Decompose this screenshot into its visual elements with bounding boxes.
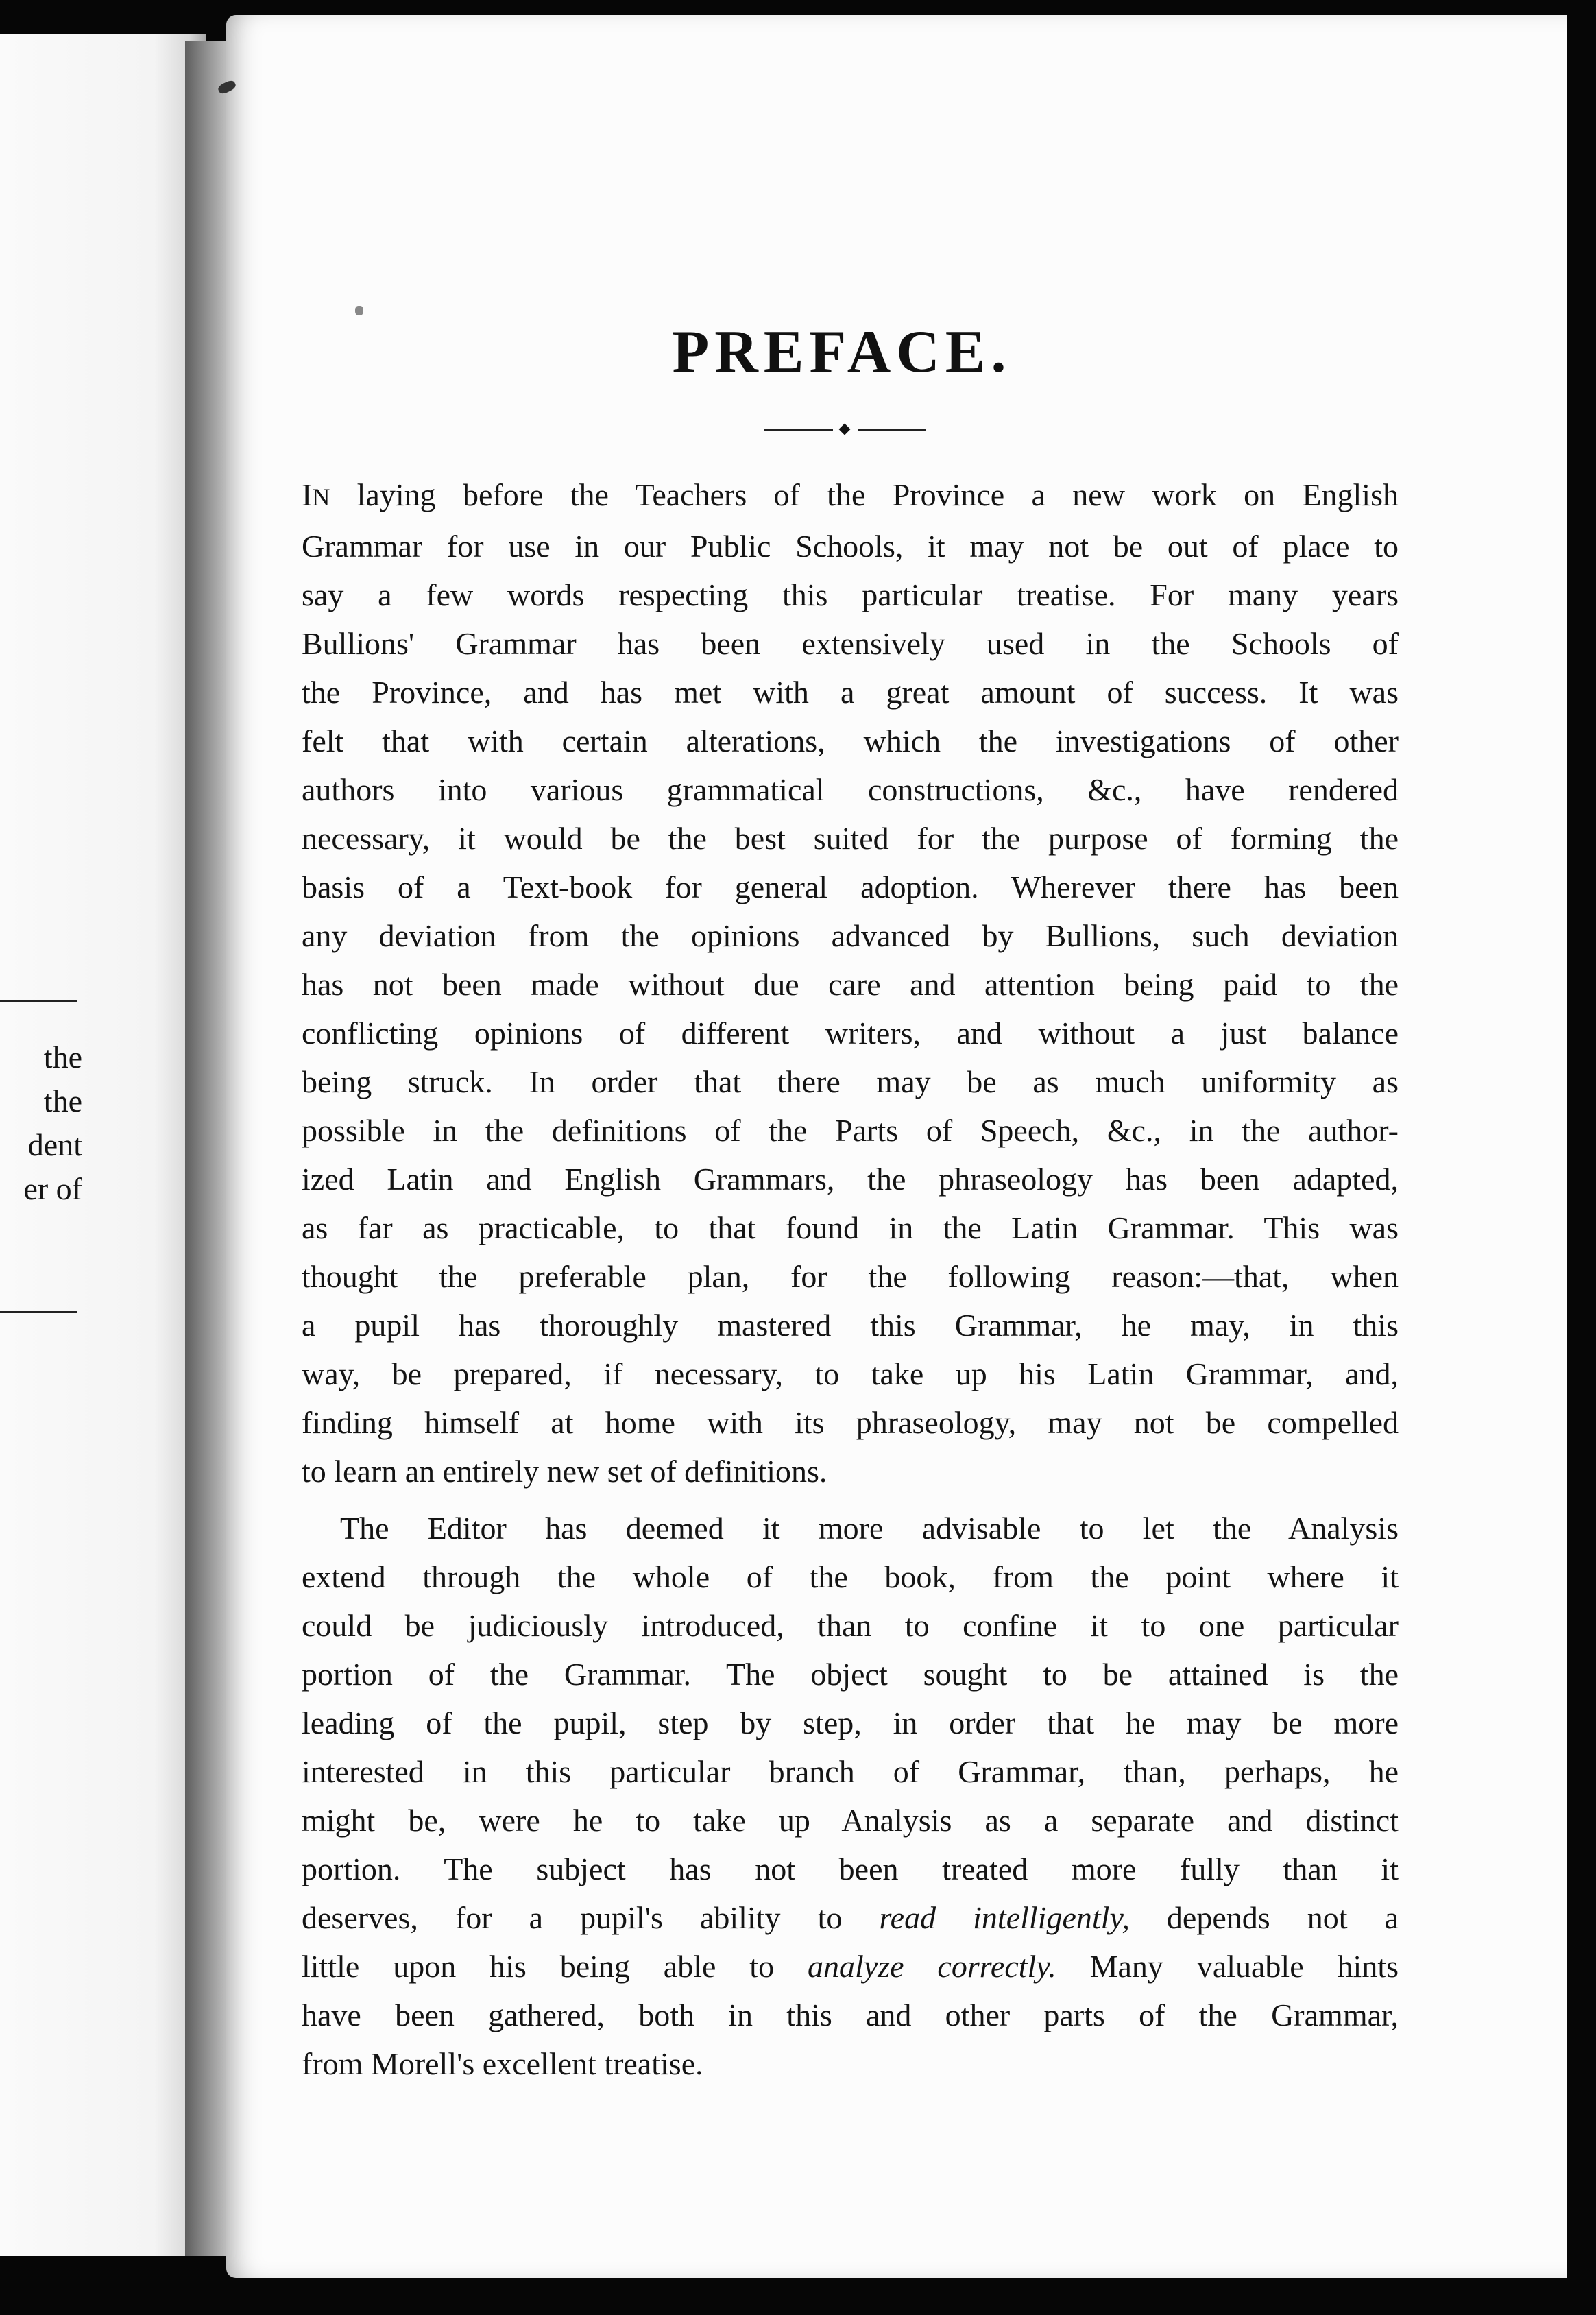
text-line: [302, 1942, 1399, 1991]
text-line: portion of the Grammar. The object sought to be attained is the: [302, 1657, 1399, 1692]
left-fragment-line: dent: [27, 1127, 82, 1162]
text-line: thought the preferable plan, for the following reason:—that, when: [302, 1259, 1399, 1294]
text-line: to learn an entirely new set of definitions.: [302, 1454, 827, 1489]
preface-body: [302, 470, 1399, 2088]
text-line: ized Latin and English Grammars, the phraseology has been adapted,: [302, 1162, 1399, 1197]
text-line: might be, were he to take up Analysis as a separate and distinct: [302, 1803, 1399, 1838]
text-line: Grammar for use in our Public Schools, it may not be out of place to: [302, 529, 1399, 564]
ink-dot: [355, 306, 363, 315]
text-line: basis of a Text-book for general adoption. Wherever there has been: [302, 869, 1399, 904]
text-line: finding himself at home with its phraseology, may not be compelled: [302, 1405, 1399, 1440]
text-line: being struck. In order that there may be as much uniformity as: [302, 1064, 1399, 1099]
text-line: could be judiciously introduced, than to confine it to one particular: [302, 1608, 1399, 1643]
page-title: PREFACE.: [672, 319, 1012, 385]
text-run: Many valuable hints: [1056, 1949, 1399, 1984]
italic-phrase: analyze correctly.: [808, 1949, 1056, 1984]
text-line: extend through the whole of the book, from the point where it: [302, 1559, 1399, 1594]
left-fragment-line: the: [43, 1040, 82, 1075]
text-line: possible in the definitions of the Parts of Speech, &c., in the author-: [302, 1113, 1399, 1148]
text-line: Bullions' Grammar has been extensively used in the Schools of: [302, 626, 1399, 661]
text-line: way, be prepared, if necessary, to take up his Latin Grammar, and,: [302, 1356, 1399, 1391]
text-line: has not been made without due care and attention being paid to the: [302, 967, 1399, 1002]
text-line: The Editor has deemed it more advisable to let the Analysis: [340, 1511, 1399, 1546]
left-page-rule-bottom: [0, 1311, 77, 1313]
italic-phrase: read intelligently,: [879, 1900, 1130, 1935]
text-line: conflicting opinions of different writers, and without a just balance: [302, 1016, 1399, 1051]
text-line: as far as practicable, to that found in the Latin Grammar. This was: [302, 1210, 1399, 1245]
text-line: say a few words respecting this particular treatise. For many years: [302, 577, 1399, 612]
title-ornament: [764, 425, 926, 435]
left-fragment-line: er of: [23, 1171, 82, 1206]
paragraph: [302, 1504, 1399, 2088]
text-line: felt that with certain alterations, which the investigations of other: [302, 723, 1399, 758]
text-run: little upon his being able to: [302, 1949, 808, 1984]
text-line: leading of the pupil, step by step, in order that he may be more: [302, 1705, 1399, 1740]
text-line: a pupil has thoroughly mastered this Grammar, he may, in this: [302, 1308, 1399, 1343]
left-page-rule-top: [0, 1000, 77, 1002]
text-run: deserves, for a pupil's ability to: [302, 1900, 880, 1935]
text-line: from Morell's excellent treatise.: [302, 2046, 703, 2081]
text-line: IN laying before the Teachers of the Province a new work on English: [302, 477, 1399, 512]
text-run: depends not a: [1129, 1900, 1399, 1935]
text-line: authors into various grammatical constructions, &c., have rendered: [302, 772, 1399, 807]
left-fragment-line: the: [43, 1083, 82, 1118]
text-line: [302, 1893, 1399, 1942]
text-line: interested in this particular branch of Grammar, than, perhaps, he: [302, 1754, 1399, 1789]
paragraph: [302, 470, 1399, 1496]
text-line: the Province, and has met with a great amount of success. It was: [302, 675, 1399, 710]
text-line: any deviation from the opinions advanced by Bullions, such deviation: [302, 918, 1399, 953]
text-line: portion. The subject has not been treated more fully than it: [302, 1851, 1399, 1886]
text-line: have been gathered, both in this and other parts of the Grammar,: [302, 1998, 1399, 2032]
text-line: necessary, it would be the best suited for the purpose of forming the: [302, 821, 1399, 856]
left-page-text-fragments: [0, 1035, 82, 1211]
